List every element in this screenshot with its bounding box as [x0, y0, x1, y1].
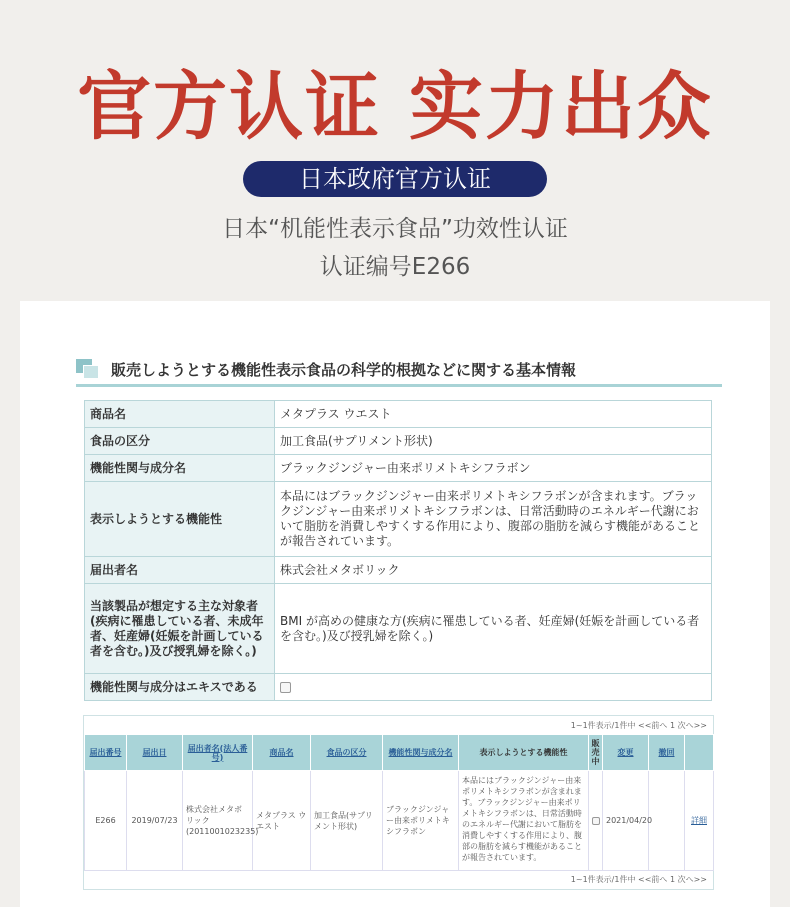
- info-row: [85, 482, 712, 557]
- col-header-company[interactable]: 届出者名(法人番号): [183, 735, 253, 771]
- cell-on-sale: [589, 771, 603, 871]
- info-key: 機能性関与成分はエキスである: [85, 674, 275, 701]
- info-value: BMI が高めの健康な方(疾病に罹患している者、妊産婦(妊娠を計画している者を含む。)及び授乳婦を除く。): [275, 584, 712, 674]
- table-row: [85, 771, 714, 871]
- info-value: ブラックジンジャー由来ポリメトキシフラボン: [275, 455, 712, 482]
- section-header: [76, 357, 722, 387]
- info-value: メタプラス ウエスト: [275, 401, 712, 428]
- detail-link[interactable]: 詳細: [691, 816, 707, 825]
- info-key: 届出者名: [85, 557, 275, 584]
- cell-company: 株式会社メタボリック (2011001023235): [183, 771, 253, 871]
- info-key: 表示しようとする機能性: [85, 482, 275, 557]
- info-value: 加工食品(サプリメント形状): [275, 428, 712, 455]
- cell-category: 加工食品(サプリメント形状): [311, 771, 383, 871]
- on-sale-checkbox[interactable]: [592, 817, 600, 825]
- cell-ingredient: ブラックジンジャー由来ポリメトキシフラボン: [383, 771, 459, 871]
- info-row: [85, 584, 712, 674]
- info-row: [85, 428, 712, 455]
- col-header-changed[interactable]: 変更: [603, 735, 649, 771]
- col-header-product[interactable]: 商品名: [253, 735, 311, 771]
- screenshot-card: [20, 301, 770, 907]
- info-key: 商品名: [85, 401, 275, 428]
- search-results: [83, 715, 714, 890]
- section-icon: [76, 359, 100, 379]
- results-table: [84, 734, 714, 871]
- certification-description: 日本“机能性表示食品”功效性认证: [222, 216, 568, 242]
- col-header-ingredient[interactable]: 機能性関与成分名: [383, 735, 459, 771]
- col-header-withdrawn[interactable]: 撤回: [649, 735, 685, 771]
- info-row: [85, 401, 712, 428]
- cell-function: [459, 771, 589, 871]
- section-title: 販売しようとする機能性表示食品の科学的根拠などに関する基本情報: [111, 361, 577, 379]
- col-header-detail: [685, 735, 714, 771]
- certification-badge: 日本政府官方认证: [243, 161, 547, 197]
- cell-changed: 2021/04/20: [603, 771, 649, 871]
- info-key: 機能性関与成分名: [85, 455, 275, 482]
- certification-number: 认证编号E266: [319, 254, 471, 280]
- cell-product: メタプラス ウエスト: [253, 771, 311, 871]
- col-header-date[interactable]: 届出日: [127, 735, 183, 771]
- info-value: 株式会社メタボリック: [275, 557, 712, 584]
- results-header-row: [85, 735, 714, 771]
- info-value: [275, 674, 712, 701]
- info-row: [85, 557, 712, 584]
- pagination-bottom[interactable]: 1~1件表示/1件中 <<前へ 1 次へ>>: [570, 875, 707, 884]
- col-header-category[interactable]: 食品の区分: [311, 735, 383, 771]
- basic-info-table: [84, 400, 712, 701]
- cell-withdrawn: [649, 771, 685, 871]
- col-header-on-sale: 販売中: [589, 735, 603, 771]
- info-row: [85, 455, 712, 482]
- extract-checkbox[interactable]: [280, 682, 291, 693]
- cell-date: 2019/07/23: [127, 771, 183, 871]
- col-header-function: 表示しようとする機能性: [459, 735, 589, 771]
- col-header-number[interactable]: 届出番号: [85, 735, 127, 771]
- headline: 官方认证 实力出众: [77, 64, 713, 150]
- cell-number: E266: [85, 771, 127, 871]
- info-key: 当該製品が想定する主な対象者(疾病に罹患している者、未成年者、妊産婦(妊娠を計画している者を含む。)及び授乳婦を除く。): [85, 584, 275, 674]
- info-row: [85, 674, 712, 701]
- cell-detail: [685, 771, 714, 871]
- info-key: 食品の区分: [85, 428, 275, 455]
- pagination-top[interactable]: 1~1件表示/1件中 <<前へ 1 次へ>>: [570, 721, 707, 730]
- function-text: 本品にはブラックジンジャー由来ポリメトキシフラボンが含まれます。ブラックジンジャー由来ポリメトキシフラボンは、日常活動時のエネルギー代謝において脂肪を消費しやすくする作用により、腹部の脂肪を減らす機能があることが報告されています。: [462, 775, 582, 862]
- info-value: 本品にはブラックジンジャー由来ポリメトキシフラボンが含まれます。ブラックジンジャー由来ポリメトキシフラボンは、日常活動時のエネルギー代謝において脂肪を消費しやすくする作用により、腹部の脂肪を減らす機能があることが報告されています。: [275, 482, 712, 557]
